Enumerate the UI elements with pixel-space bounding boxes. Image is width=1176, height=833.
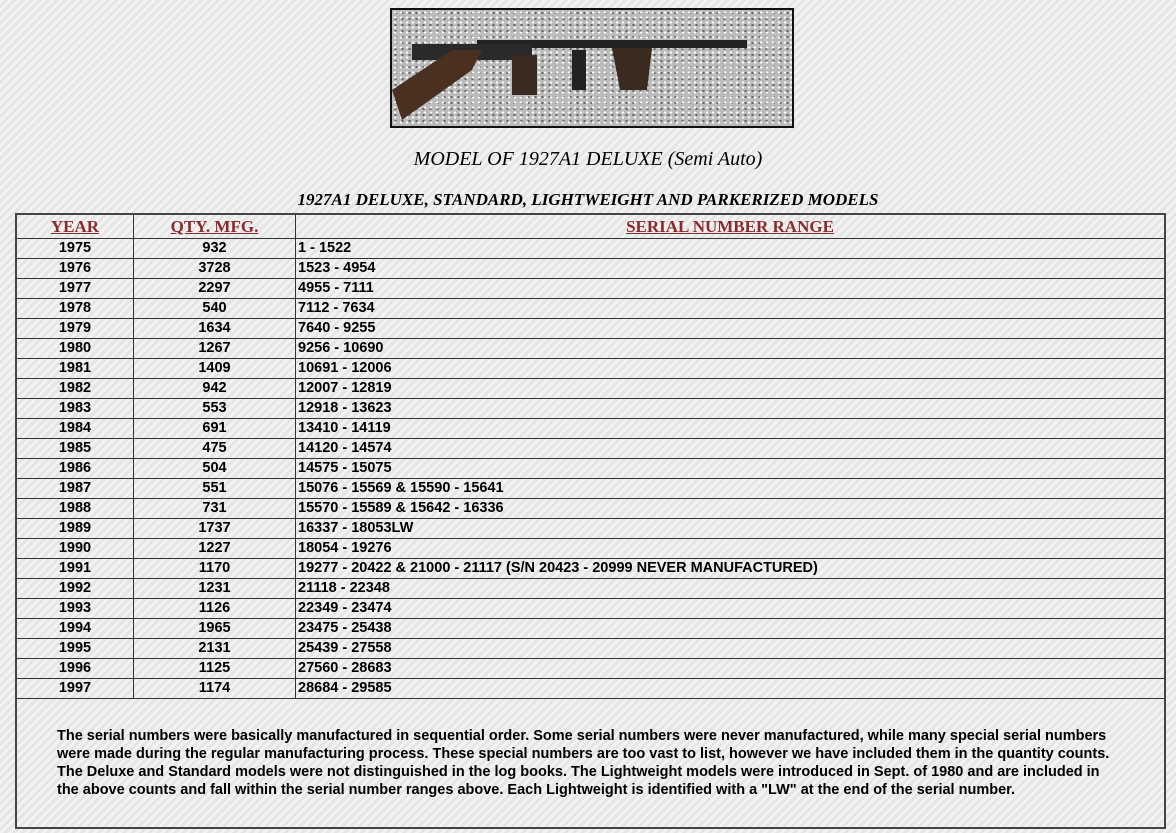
serial-range-cell: 15076 - 15569 & 15590 - 15641 <box>296 479 1166 499</box>
serial-range-cell: 9256 - 10690 <box>296 339 1166 359</box>
qty-cell: 3728 <box>134 259 296 279</box>
qty-header-link[interactable]: QTY. MFG. <box>170 217 259 236</box>
year-cell: 1986 <box>16 459 134 479</box>
rifle-illustration <box>392 10 792 126</box>
qty-cell: 1965 <box>134 619 296 639</box>
qty-cell: 1126 <box>134 599 296 619</box>
year-cell: 1993 <box>16 599 134 619</box>
serial-range-cell: 4955 - 7111 <box>296 279 1166 299</box>
table-row <box>16 619 1165 639</box>
serial-range-cell: 18054 - 19276 <box>296 539 1166 559</box>
serial-range-cell: 21118 - 22348 <box>296 579 1166 599</box>
qty-cell: 1170 <box>134 559 296 579</box>
notes-text: The serial numbers were basically manufactured in sequential order. Some serial numbers were never manufactured, while many special serial numbers were made during the regular manufacturing process. These special numbers are too vast to list, however we have included them in the quantity counts. The Deluxe and Standard models were not distinguished in the log books. The Lightweight models were introduced in Sept. of 1980 and are included in the above counts and fall within the serial number ranges above. Each Lightweight is identified with a "LW" at the end of the serial number. <box>16 699 1165 829</box>
table-row <box>16 479 1165 499</box>
year-cell: 1982 <box>16 379 134 399</box>
table-row <box>16 399 1165 419</box>
qty-cell: 540 <box>134 299 296 319</box>
serial-range-cell: 1523 - 4954 <box>296 259 1166 279</box>
qty-cell: 1174 <box>134 679 296 699</box>
year-cell: 1994 <box>16 619 134 639</box>
year-cell: 1978 <box>16 299 134 319</box>
table-subtitle: 1927A1 DELUXE, STANDARD, LIGHTWEIGHT AND PARKERIZED MODELS <box>297 190 879 209</box>
qty-cell: 475 <box>134 439 296 459</box>
table-row <box>16 659 1165 679</box>
rifle-header-image <box>390 8 794 128</box>
serial-range-cell: 25439 - 27558 <box>296 639 1166 659</box>
year-cell: 1983 <box>16 399 134 419</box>
qty-cell: 553 <box>134 399 296 419</box>
year-cell: 1980 <box>16 339 134 359</box>
qty-cell: 1634 <box>134 319 296 339</box>
serial-range-cell: 27560 - 28683 <box>296 659 1166 679</box>
year-cell: 1985 <box>16 439 134 459</box>
serial-range-cell: 13410 - 14119 <box>296 419 1166 439</box>
year-cell: 1975 <box>16 239 134 259</box>
table-header-row <box>16 214 1165 239</box>
year-cell: 1988 <box>16 499 134 519</box>
serial-range-cell: 14575 - 15075 <box>296 459 1166 479</box>
table-row <box>16 359 1165 379</box>
table-row <box>16 379 1165 399</box>
table-row <box>16 419 1165 439</box>
qty-cell: 2297 <box>134 279 296 299</box>
year-header-link[interactable]: YEAR <box>50 217 100 236</box>
table-row <box>16 639 1165 659</box>
serial-range-cell: 28684 - 29585 <box>296 679 1166 699</box>
qty-cell: 942 <box>134 379 296 399</box>
year-cell: 1992 <box>16 579 134 599</box>
header-serial <box>296 214 1166 239</box>
serial-range-cell: 12918 - 13623 <box>296 399 1166 419</box>
year-cell: 1995 <box>16 639 134 659</box>
qty-cell: 1227 <box>134 539 296 559</box>
table-row <box>16 239 1165 259</box>
serial-range-cell: 16337 - 18053LW <box>296 519 1166 539</box>
table-row <box>16 259 1165 279</box>
serial-range-cell: 19277 - 20422 & 21000 - 21117 (S/N 20423 - 20999 NEVER MANUFACTURED) <box>296 559 1166 579</box>
serial-range-header-link[interactable]: SERIAL NUMBER RANGE <box>626 217 834 236</box>
table-row <box>16 439 1165 459</box>
notes-row <box>16 699 1165 829</box>
qty-cell: 691 <box>134 419 296 439</box>
qty-cell: 1125 <box>134 659 296 679</box>
qty-cell: 1231 <box>134 579 296 599</box>
year-cell: 1989 <box>16 519 134 539</box>
table-row <box>16 459 1165 479</box>
year-cell: 1996 <box>16 659 134 679</box>
qty-cell: 2131 <box>134 639 296 659</box>
table-row <box>16 499 1165 519</box>
header-qty <box>134 214 296 239</box>
qty-cell: 504 <box>134 459 296 479</box>
table-row <box>16 599 1165 619</box>
table-row <box>16 519 1165 539</box>
serial-range-cell: 15570 - 15589 & 15642 - 16336 <box>296 499 1166 519</box>
page-title: MODEL OF 1927A1 DELUXE (Semi Auto) <box>413 148 763 170</box>
table-row <box>16 579 1165 599</box>
year-cell: 1997 <box>16 679 134 699</box>
serial-number-table <box>15 213 1166 829</box>
table-row <box>16 279 1165 299</box>
year-cell: 1984 <box>16 419 134 439</box>
year-cell: 1991 <box>16 559 134 579</box>
table-row <box>16 559 1165 579</box>
qty-cell: 1409 <box>134 359 296 379</box>
table-row <box>16 319 1165 339</box>
table-row <box>16 299 1165 319</box>
qty-cell: 551 <box>134 479 296 499</box>
year-cell: 1976 <box>16 259 134 279</box>
year-cell: 1977 <box>16 279 134 299</box>
header-year <box>16 214 134 239</box>
serial-range-cell: 23475 - 25438 <box>296 619 1166 639</box>
serial-range-cell: 1 - 1522 <box>296 239 1166 259</box>
table-row <box>16 339 1165 359</box>
serial-range-cell: 7112 - 7634 <box>296 299 1166 319</box>
qty-cell: 1737 <box>134 519 296 539</box>
serial-range-cell: 10691 - 12006 <box>296 359 1166 379</box>
year-cell: 1979 <box>16 319 134 339</box>
serial-range-cell: 14120 - 14574 <box>296 439 1166 459</box>
qty-cell: 932 <box>134 239 296 259</box>
year-cell: 1981 <box>16 359 134 379</box>
table-row <box>16 679 1165 699</box>
qty-cell: 1267 <box>134 339 296 359</box>
year-cell: 1987 <box>16 479 134 499</box>
qty-cell: 731 <box>134 499 296 519</box>
table-row <box>16 539 1165 559</box>
serial-range-cell: 7640 - 9255 <box>296 319 1166 339</box>
serial-range-cell: 12007 - 12819 <box>296 379 1166 399</box>
serial-range-cell: 22349 - 23474 <box>296 599 1166 619</box>
year-cell: 1990 <box>16 539 134 559</box>
